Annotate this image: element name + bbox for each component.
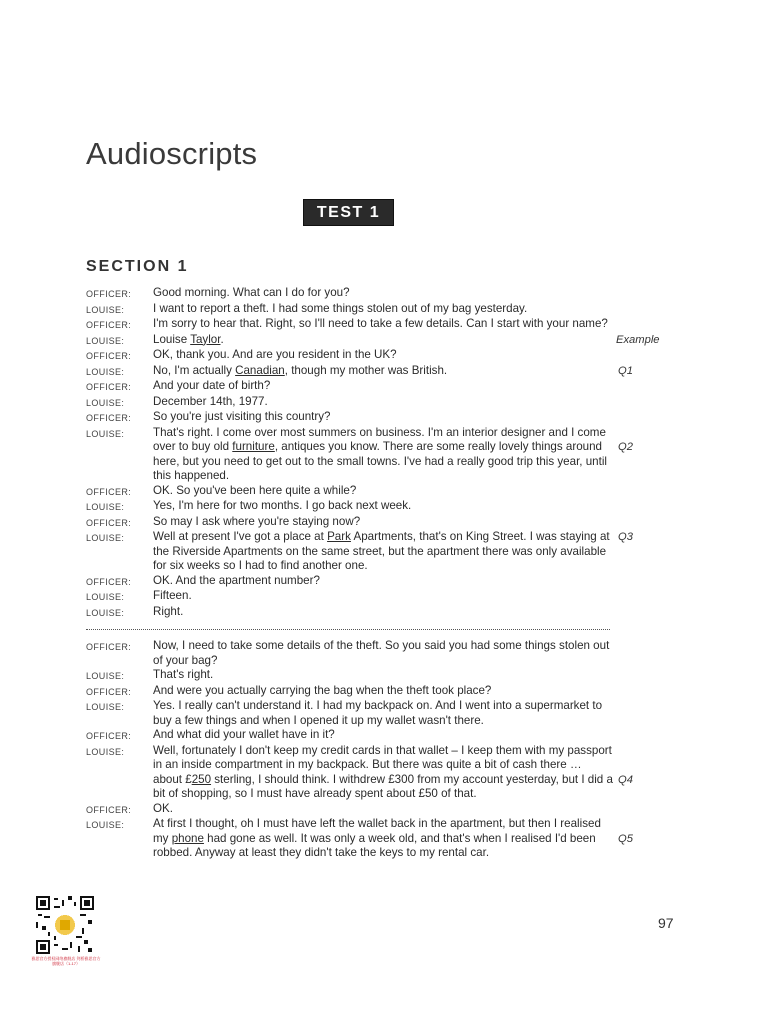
speaker-label: OFFICER:: [86, 320, 132, 330]
dialogue-line: [86, 639, 686, 668]
speaker-label: LOUISE:: [86, 671, 125, 681]
speech-text: [153, 484, 613, 500]
dialogue-part-one: [86, 286, 686, 620]
speech-segment: So you're just visiting this country?: [153, 410, 331, 423]
speech-segment: Well at present I've got a place at: [153, 530, 328, 543]
speaker-label: OFFICER:: [86, 382, 132, 392]
speaker-label: LOUISE:: [86, 533, 125, 543]
speech-text: [153, 364, 613, 380]
speech-text: [153, 802, 613, 818]
speech-segment: And what did your wallet have in it?: [153, 728, 335, 741]
page-number: 97: [658, 915, 674, 931]
speaker-label: OFFICER:: [86, 804, 132, 815]
question-marker: Example: [616, 333, 660, 346]
speech-segment: I'm sorry to hear that. Right, so I'll need to take a few details. Can I start with your name?: [153, 317, 608, 330]
speech-segment: OK. And the apartment number?: [153, 573, 320, 587]
speech-text: [153, 348, 613, 364]
speaker-label: LOUISE:: [86, 502, 125, 512]
speech-text: [153, 744, 613, 802]
speech-segment: And your date of birth?: [153, 379, 271, 392]
speech-segment: Apartments, that's on King Street. I was staying at the Riverside Apartments on the same street, but the apartment there was only available for six weeks so I had to find another one.: [153, 530, 610, 572]
speech-text: [153, 530, 613, 574]
speech-segment: , though my mother was British.: [284, 363, 448, 377]
speech-segment: Now, I need to take some details of the theft. So you said you had some things stolen out of your bag?: [153, 639, 610, 667]
dialogue-line: [86, 515, 686, 531]
dialogue-line: [86, 333, 686, 349]
dialogue-line: [86, 817, 686, 861]
dialogue-line: [86, 302, 686, 318]
question-marker: Q3: [618, 531, 633, 543]
dialogue-line: [86, 728, 686, 744]
answer-underline: 250: [191, 772, 212, 786]
speaker-label: OFFICER:: [86, 289, 132, 299]
speech-text: [153, 684, 613, 700]
answer-underline: furniture: [232, 440, 275, 453]
speech-segment: .: [220, 332, 224, 346]
question-marker: Q1: [618, 364, 633, 377]
speech-text: [153, 426, 613, 484]
speech-text: [153, 379, 613, 395]
speech-text: [153, 499, 613, 515]
dialogue-line: [86, 395, 686, 411]
answer-underline: phone: [171, 831, 204, 845]
speech-text: [153, 668, 613, 684]
speaker-label: OFFICER:: [86, 351, 132, 361]
dialogue-line: [86, 499, 686, 515]
test-badge: TEST 1: [303, 199, 394, 226]
speaker-label: OFFICER:: [86, 686, 132, 697]
speech-segment: Well, fortunately I don't keep my credit cards in that wallet – I keep them with my passport in an inside compartment in my backpack. But there was quite a bit of cash there … about £: [153, 743, 612, 786]
speech-text: [153, 515, 613, 531]
dialogue-line: [86, 286, 686, 302]
dialogue-line: [86, 317, 686, 333]
page-title: Audioscripts: [86, 136, 258, 171]
speech-segment: Good morning. What can I do for you?: [153, 286, 350, 299]
dialogue-line: [86, 348, 686, 364]
speaker-label: OFFICER:: [86, 731, 132, 741]
answer-underline: Taylor: [190, 332, 221, 346]
speech-segment: Louise: [153, 332, 191, 346]
speaker-label: LOUISE:: [86, 592, 125, 602]
speech-segment: At first I thought, oh I must have left the wallet back in the apartment, but then I realised my: [153, 817, 601, 845]
dialogue-line: [86, 589, 686, 605]
speech-text: [153, 817, 613, 861]
dialogue-line: [86, 426, 686, 484]
dialogue-line: [86, 744, 686, 802]
speech-text: [153, 395, 613, 411]
speech-segment: Yes. I really can't understand it. I had my backpack on. And I went into a supermarket to buy a few things and when I opened it up my wallet wasn't there.: [153, 699, 603, 727]
dialogue-line: [86, 379, 686, 395]
speaker-label: OFFICER:: [86, 642, 132, 652]
speech-text: [153, 639, 613, 668]
speech-text: [153, 574, 613, 590]
speech-segment: I want to report a theft. I had some things stolen out of my bag yesterday.: [153, 301, 528, 315]
dialogue-line: [86, 364, 686, 380]
question-marker: Q4: [618, 773, 633, 786]
speaker-label: LOUISE:: [86, 366, 125, 377]
speech-segment: Yes, I'm here for two months. I go back next week.: [153, 499, 412, 512]
answer-underline: Canadian: [235, 363, 285, 377]
speaker-label: OFFICER:: [86, 517, 132, 528]
speaker-label: LOUISE:: [86, 820, 125, 830]
speech-text: [153, 286, 613, 302]
speech-text: [153, 605, 613, 621]
speech-segment: Right.: [153, 604, 184, 618]
dialogue-line: [86, 802, 686, 818]
speech-segment: OK, thank you. And are you resident in the UK?: [153, 348, 397, 361]
speech-text: [153, 302, 613, 318]
speaker-label: LOUISE:: [86, 335, 125, 346]
speech-segment: That's right. I come over most summers on business. I'm an interior designer and I come over to buy old: [153, 425, 606, 453]
speech-segment: That's right.: [153, 668, 214, 681]
speech-text: [153, 589, 613, 605]
answer-underline: Park: [327, 530, 351, 543]
speech-text: [153, 728, 613, 744]
dialogue-line: [86, 484, 686, 500]
section-heading: SECTION 1: [86, 258, 189, 275]
section-divider: [86, 629, 610, 630]
speech-segment: So may I ask where you're staying now?: [153, 514, 361, 528]
speaker-label: LOUISE:: [86, 304, 125, 315]
dialogue-line: [86, 699, 686, 728]
speaker-label: LOUISE:: [86, 607, 125, 618]
dialogue-line: [86, 605, 686, 621]
dialogue-line: [86, 684, 686, 700]
dialogue-line: [86, 574, 686, 590]
speech-text: [153, 333, 613, 349]
qr-caption: 雅思官方授权网络旗舰店 剑桥雅思官方旗舰店（1-17）: [31, 956, 101, 966]
speaker-label: OFFICER:: [86, 413, 132, 423]
question-marker: Q2: [618, 441, 633, 453]
question-marker: Q5: [618, 832, 633, 845]
speech-segment: No, I'm actually: [153, 363, 236, 377]
dialogue-part-two: [86, 639, 686, 861]
speech-text: [153, 699, 613, 728]
speech-text: [153, 317, 613, 333]
speaker-label: LOUISE:: [86, 702, 125, 712]
speech-segment: , antiques you know. There are some really lovely things around here, but you need to get out to the small towns. I've had a really good trip this year, until this happened.: [153, 440, 607, 482]
dialogue-line: [86, 668, 686, 684]
speech-segment: sterling, I should think. I withdrew £300 from my account yesterday, but I did a bit of shopping, so I must have already spent about £50 of that.: [153, 772, 613, 800]
speaker-label: LOUISE:: [86, 397, 125, 408]
speech-segment: OK. So you've been here quite a while?: [153, 483, 357, 497]
speaker-label: LOUISE:: [86, 746, 125, 757]
speaker-label: LOUISE:: [86, 428, 125, 439]
dialogue-line: [86, 530, 686, 574]
speech-segment: And were you actually carrying the bag when the theft took place?: [153, 683, 492, 697]
dialogue-line: [86, 410, 686, 426]
speech-segment: OK.: [153, 801, 173, 815]
speaker-label: OFFICER:: [86, 486, 132, 497]
qr-code-image: [36, 896, 94, 954]
speech-text: [153, 410, 613, 426]
speaker-label: OFFICER:: [86, 576, 132, 587]
speech-segment: December 14th, 1977.: [153, 394, 268, 408]
speech-segment: Fifteen.: [153, 589, 192, 602]
speech-segment: had gone as well. It was only a week old, and that's when I realised I'd been robbed. Anyway at least they didn't take the keys to my rental car.: [153, 831, 596, 859]
